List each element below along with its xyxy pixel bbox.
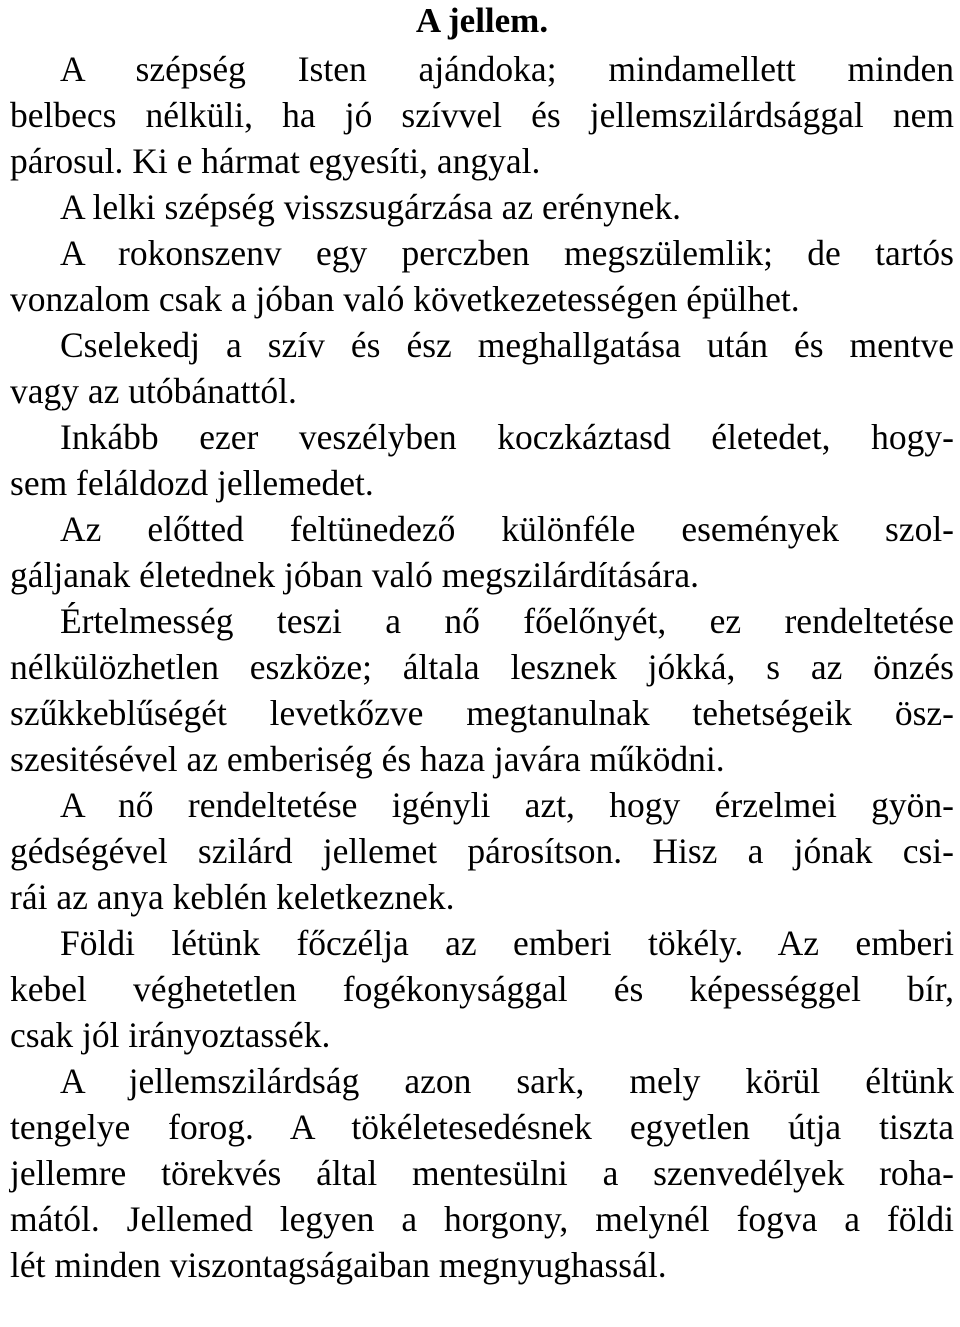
text-line: kebel véghetetlen fogékonysággal és képességgel bír, <box>10 969 954 1009</box>
text-line: gédségével szilárd jellemet párosítson. Hisz a jónak csi- <box>10 831 954 871</box>
text-line: Földi létünk főczélja az emberi tökély. Az emberi <box>60 923 954 963</box>
paragraph <box>10 414 954 506</box>
document-body <box>10 46 954 1288</box>
paragraph <box>10 920 954 1058</box>
document-page <box>10 0 954 1288</box>
paragraph <box>10 46 954 184</box>
text-line: Értelmesség teszi a nő főelőnyét, ez rendeltetése <box>60 601 954 641</box>
text-line: A lelki szépség visszsugárzása az erénynek. <box>60 187 682 227</box>
text-line: párosul. Ki e hármat egyesíti, angyal. <box>10 141 541 181</box>
text-line: tengelye forog. A tökéletesedésnek egyetlen útja tiszta <box>10 1107 954 1147</box>
text-line: nélkülözhetlen eszköze; általa lesznek jókká, s az önzés <box>10 647 954 687</box>
text-line: sem feláldozd jellemedet. <box>10 463 374 503</box>
text-line: vonzalom csak a jóban való következetességen épülhet. <box>10 279 800 319</box>
text-line: A szépség Isten ajándoka; mindamellett minden <box>60 49 954 89</box>
text-line: A jellemszilárdság azon sark, mely körül éltünk <box>60 1061 954 1101</box>
text-line: Cselekedj a szív és ész meghallgatása után és mentve <box>60 325 954 365</box>
paragraph <box>10 598 954 782</box>
paragraph <box>10 1058 954 1288</box>
text-line: Az előtted feltünedező különféle események szol- <box>60 509 954 549</box>
text-line: mától. Jellemed legyen a horgony, melynél fogva a földi <box>10 1199 954 1239</box>
text-line: belbecs nélküli, ha jó szívvel és jellemszilárdsággal nem <box>10 95 954 135</box>
document-title: A jellem. <box>415 1 549 40</box>
text-line: gáljanak életednek jóban való megszilárdítására. <box>10 555 699 595</box>
paragraph <box>10 322 954 414</box>
paragraph <box>10 782 954 920</box>
text-line: szűkkeblűségét levetkőzve megtanulnak tehetségeik ösz- <box>10 693 954 733</box>
text-line: A rokonszenv egy perczben megszülemlik; de tartós <box>60 233 954 273</box>
text-line: rái az anya keblén keletkeznek. <box>10 877 455 917</box>
text-line: szesitésével az emberiség és haza javára működni. <box>10 739 725 779</box>
text-line: vagy az utóbánattól. <box>10 371 297 411</box>
text-line: Inkább ezer veszélyben koczkáztasd életedet, hogy- <box>60 417 954 457</box>
paragraph <box>10 184 954 230</box>
text-line: lét minden viszontagságaiban megnyughassál. <box>10 1245 667 1285</box>
text-line: A nő rendeltetése igényli azt, hogy érzelmei gyön- <box>60 785 954 825</box>
text-line: csak jól irányoztassék. <box>10 1015 331 1055</box>
text-line: jellemre törekvés által mentesülni a szenvedélyek roha- <box>10 1153 954 1193</box>
paragraph <box>10 506 954 598</box>
paragraph <box>10 230 954 322</box>
